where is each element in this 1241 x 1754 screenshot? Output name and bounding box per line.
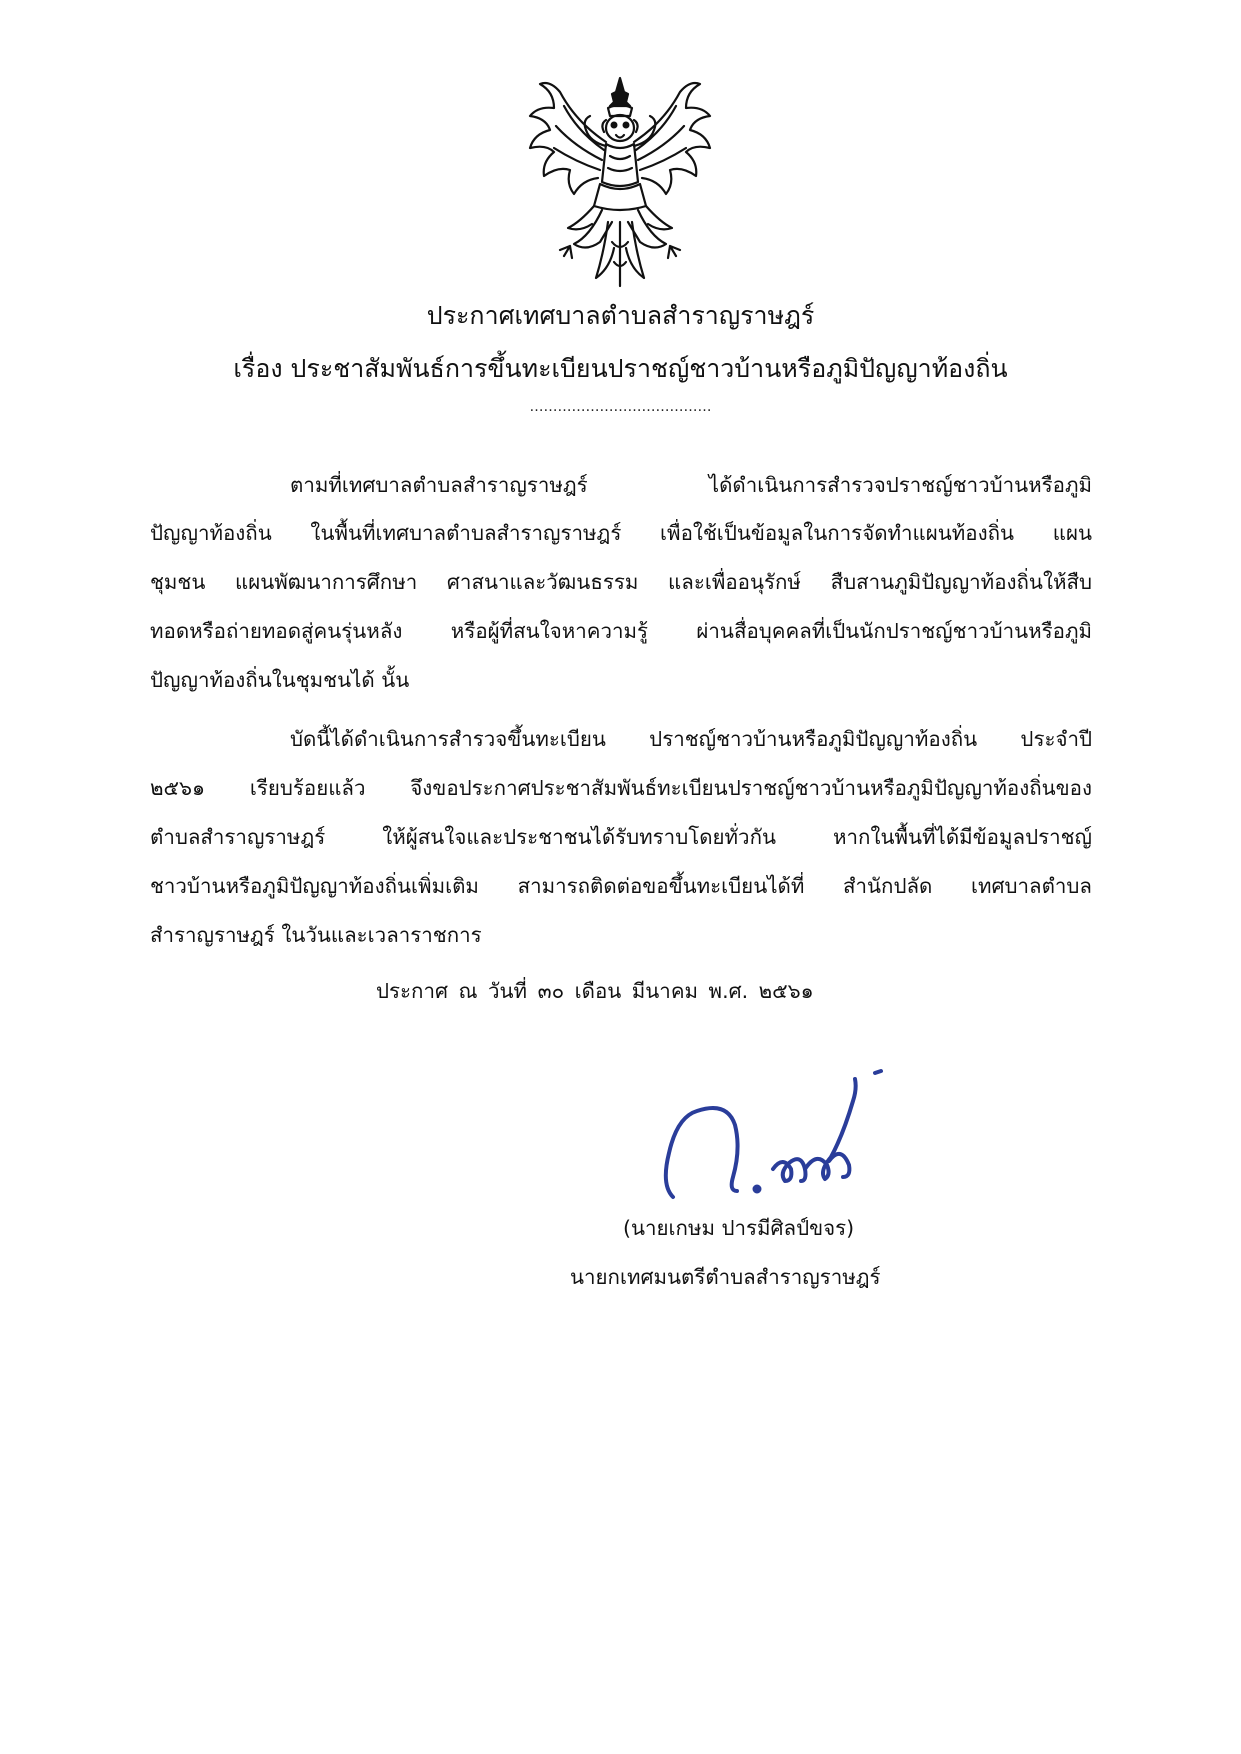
paragraph-line: ปัญญาท้องถิ่นในชุมชนได้ นั้น (150, 668, 410, 692)
paragraph-line: ปัญญาท้องถิ่น ในพื้นที่เทศบาลตำบลสำราญราษฎร์ เพื่อใช้เป็นข้อมูลในการจัดทำแผนท้องถิ่น แผน (150, 521, 1092, 545)
announcement-date: ประกาศ ณ วันที่ ๓๐ เดือน มีนาคม พ.ศ. ๒๕๖๑ (376, 979, 814, 1003)
paragraph-line: ๒๕๖๑ เรียบร้อยแล้ว จึงขอประกาศประชาสัมพันธ์ทะเบียนปราชญ์ชาวบ้านหรือภูมิปัญญาท้องถิ่นของ (150, 776, 1092, 800)
paragraph-line: ทอดหรือถ่ายทอดสู่คนรุ่นหลัง หรือผู้ที่สนใจหาความรู้ ผ่านสื่อบุคคลที่เป็นนักปราชญ์ชาวบ้านหรือภูมิ (150, 619, 1092, 643)
paragraph-line: บัดนี้ได้ดำเนินการสำรวจขึ้นทะเบียน ปราชญ์ชาวบ้านหรือภูมิปัญญาท้องถิ่น ประจำปี (290, 727, 1092, 751)
announcement-subject: เรื่อง ประชาสัมพันธ์การขึ้นทะเบียนปราชญ์ชาวบ้านหรือภูมิปัญญาท้องถิ่น (233, 354, 1008, 383)
signatory-position: นายกเทศมนตรีตำบลสำราญราษฎร์ (570, 1265, 881, 1289)
paragraph-line: สำราญราษฎร์ ในวันและเวลาราชการ (150, 923, 482, 947)
title-separator: ………………………………… (529, 399, 712, 415)
signatory-name: (นายเกษม ปารมีศิลป์ขจร) (623, 1216, 855, 1240)
announcement-title: ประกาศเทศบาลตำบลสำราญราษฎร์ (426, 301, 815, 330)
paragraph-line: ชาวบ้านหรือภูมิปัญญาท้องถิ่นเพิ่มเติม สามารถติดต่อขอขึ้นทะเบียนได้ที่ สำนักปลัด เทศบาลตำบล (150, 874, 1092, 898)
paragraph-line: ตำบลสำราญราษฎร์ ให้ผู้สนใจและประชาชนได้รับทราบโดยทั่วกัน หากในพื้นที่ได้มีข้อมูลปราชญ์ (150, 825, 1092, 849)
paragraph-line: ตามที่เทศบาลตำบลสำราญราษฎร์ ได้ดำเนินการสำรวจปราชญ์ชาวบ้านหรือภูมิ (290, 473, 1092, 497)
garuda-emblem (520, 72, 720, 290)
paragraph-line: ชุมชน แผนพัฒนาการศึกษา ศาสนาและวัฒนธรรม และเพื่ออนุรักษ์ สืบสานภูมิปัญญาท้องถิ่นให้สืบ (150, 570, 1092, 594)
handwritten-signature (655, 1065, 895, 1215)
